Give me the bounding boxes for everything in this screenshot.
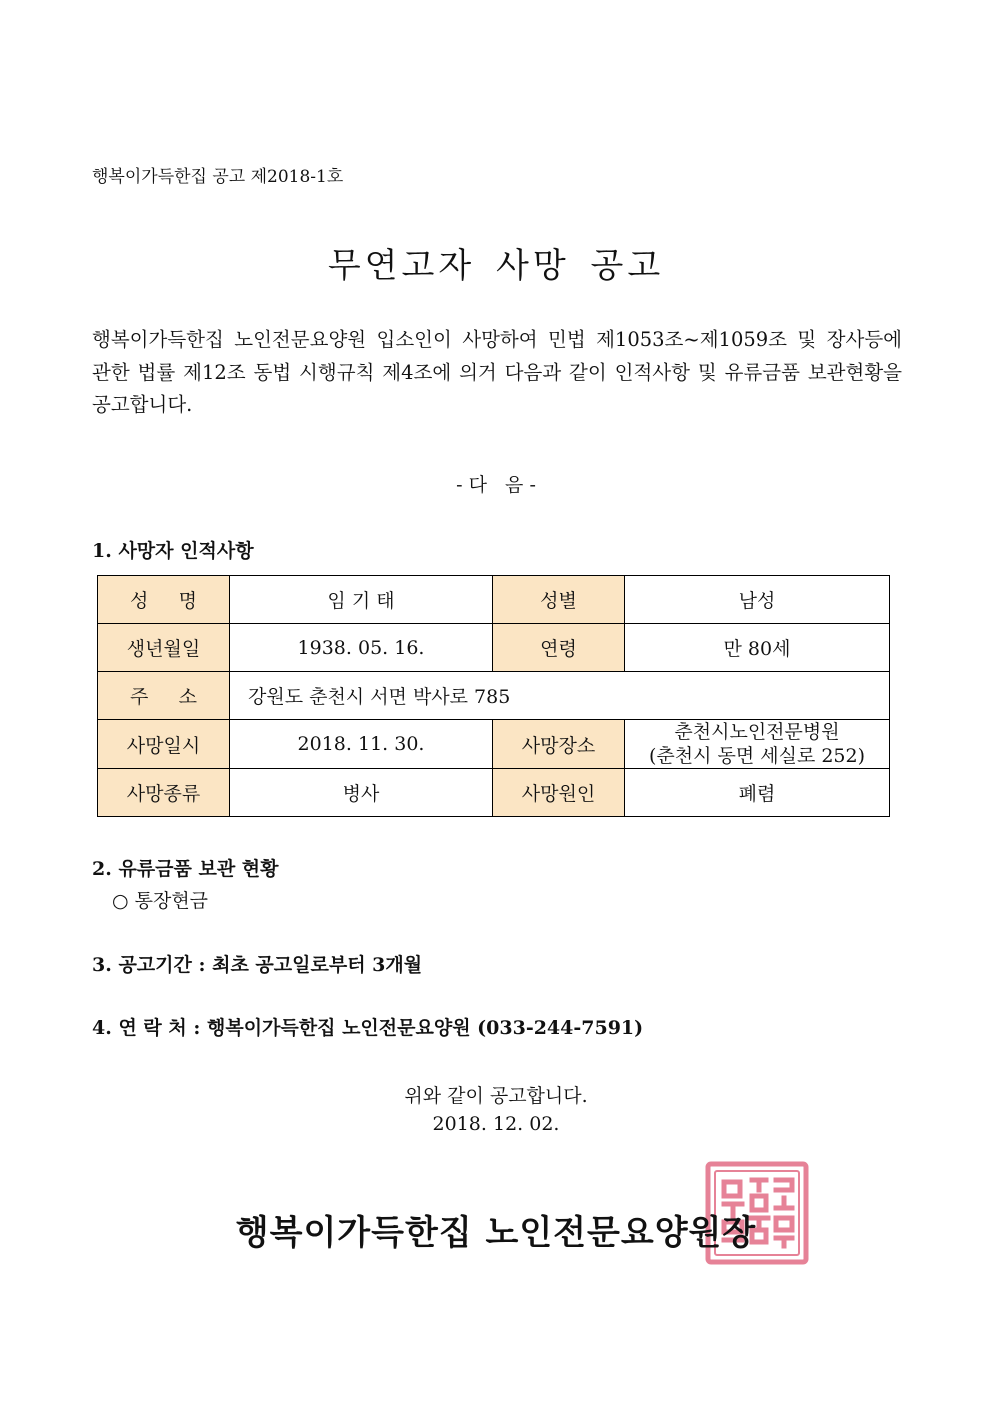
section2-heading: 2. 유류금품 보관 현황: [92, 858, 279, 880]
closing-text: 위와 같이 공고합니다.: [404, 1085, 588, 1107]
label-cell: 사망종류: [98, 769, 230, 817]
label-cell: 성별: [493, 576, 625, 624]
notice-number: 행복이가득한집 공고 제2018-1호: [92, 167, 344, 187]
label-cell: 사망원인: [493, 769, 625, 817]
value-cell: [625, 720, 890, 769]
intro-paragraph: [92, 324, 902, 422]
document-title: 무연고자 사망 공고: [327, 246, 665, 286]
value-cell: 2018. 11. 30.: [230, 720, 493, 769]
label-cell: 성 명: [98, 576, 230, 624]
label-cell: 사망일시: [98, 720, 230, 769]
value-cell: 남성: [625, 576, 890, 624]
section2-item: ○ 통장현금: [112, 890, 209, 912]
section3-notice-period: 3. 공고기간 : 최초 공고일로부터 3개월: [92, 954, 423, 976]
notice-date: 2018. 12. 02.: [432, 1113, 560, 1135]
label-cell: 사망장소: [493, 720, 625, 769]
label-cell: 생년월일: [98, 624, 230, 672]
follows-heading: - 다 음 -: [456, 474, 536, 496]
value-cell: 병사: [230, 769, 493, 817]
section4-contact: 4. 연 락 처 : 행복이가득한집 노인전문요양원 (033-244-7591): [92, 1017, 644, 1039]
table-row: [98, 672, 890, 720]
value-cell: 임 기 태: [230, 576, 493, 624]
label-cell: 연령: [493, 624, 625, 672]
table-row: [98, 576, 890, 624]
signature-line: 행복이가득한집 노인전문요양원장: [235, 1213, 757, 1253]
value-cell: 만 80세: [625, 624, 890, 672]
label-cell: 주 소: [98, 672, 230, 720]
place-name: 춘천시노인전문병원: [674, 721, 840, 743]
deceased-info-table: [97, 575, 890, 817]
value-cell: 1938. 05. 16.: [230, 624, 493, 672]
table-row: [98, 769, 890, 817]
intro-line: 행복이가득한집 노인전문요양원 입소인이 사망하여 민법 제1053조~제1059조 및 장사등에: [92, 328, 902, 351]
address-cell: 강원도 춘천시 서면 박사로 785: [230, 672, 890, 720]
value-cell: 폐렴: [625, 769, 890, 817]
intro-line: 공고합니다.: [92, 393, 193, 416]
place-address: (춘천시 동면 세실로 252): [648, 745, 866, 767]
table-row: [98, 720, 890, 769]
section1-heading: 1. 사망자 인적사항: [92, 540, 254, 562]
table-row: [98, 624, 890, 672]
intro-line: 관한 법률 제12조 동법 시행규칙 제4조에 의거 다음과 같이 인적사항 및 유류금품 보관현황을: [92, 360, 902, 384]
